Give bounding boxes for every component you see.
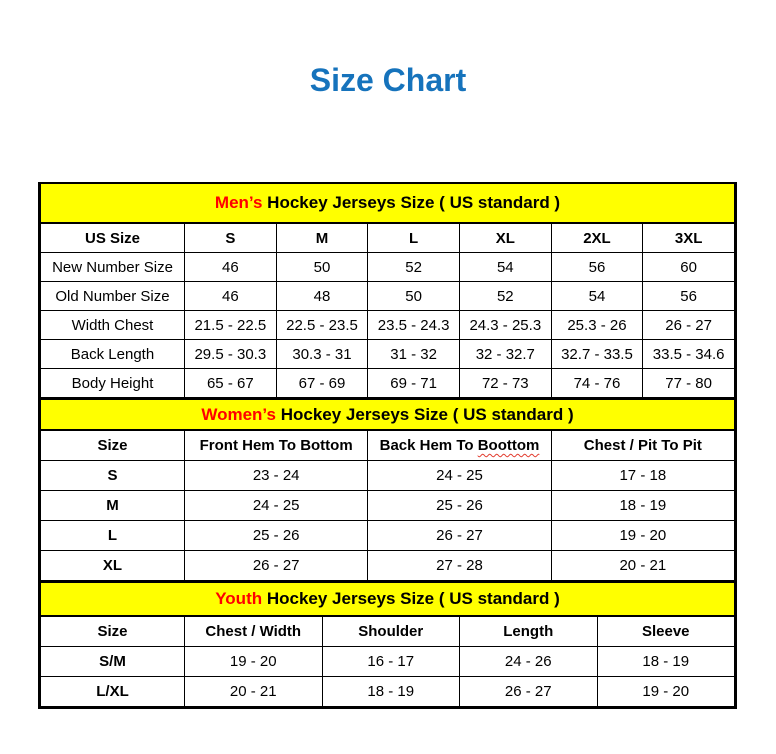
value-cell: 16 - 17 (322, 647, 460, 677)
table-row (41, 521, 735, 551)
column-header: Size (41, 616, 185, 647)
column-header (368, 430, 551, 461)
row-label: Body Height (41, 369, 185, 398)
value-cell: 20 - 21 (551, 551, 734, 581)
column-header: XL (459, 223, 551, 253)
column-header: L (368, 223, 460, 253)
value-cell: 17 - 18 (551, 461, 734, 491)
value-cell: 25.3 - 26 (551, 311, 643, 340)
column-header: Sleeve (597, 616, 735, 647)
table-row (41, 340, 735, 369)
value-cell: 18 - 19 (551, 491, 734, 521)
column-header: US Size (41, 223, 185, 253)
row-label: L (41, 521, 185, 551)
value-cell: 24.3 - 25.3 (459, 311, 551, 340)
table-row (41, 491, 735, 521)
value-cell: 27 - 28 (368, 551, 551, 581)
value-cell: 65 - 67 (185, 369, 277, 398)
value-cell: 26 - 27 (460, 677, 598, 707)
column-header: 3XL (643, 223, 735, 253)
value-cell: 24 - 26 (460, 647, 598, 677)
banner-text: Hockey Jerseys Size ( US standard ) (262, 193, 561, 212)
value-cell: 23.5 - 24.3 (368, 311, 460, 340)
size-chart-page (0, 62, 776, 700)
value-cell: 32 - 32.7 (459, 340, 551, 369)
value-cell: 18 - 19 (322, 677, 460, 707)
value-cell: 52 (368, 253, 460, 282)
row-label: New Number Size (41, 253, 185, 282)
value-cell: 25 - 26 (185, 521, 368, 551)
banner-highlight: Men’s (214, 193, 263, 212)
value-cell: 30.3 - 31 (276, 340, 368, 369)
table-row (41, 647, 735, 677)
value-cell: 72 - 73 (459, 369, 551, 398)
column-header: Front Hem To Bottom (185, 430, 368, 461)
mens-size-table (40, 184, 735, 398)
value-cell: 19 - 20 (185, 647, 323, 677)
page-title: Size Chart (309, 62, 467, 98)
mens-banner (41, 184, 735, 223)
table-row (41, 369, 735, 398)
value-cell: 20 - 21 (185, 677, 323, 707)
row-label: L/XL (41, 677, 185, 707)
column-header: Chest / Pit To Pit (551, 430, 734, 461)
value-cell: 31 - 32 (368, 340, 460, 369)
value-cell: 46 (185, 282, 277, 311)
value-cell: 19 - 20 (551, 521, 734, 551)
value-cell: 46 (185, 253, 277, 282)
value-cell: 24 - 25 (185, 491, 368, 521)
value-cell: 21.5 - 22.5 (185, 311, 277, 340)
table-row (41, 551, 735, 581)
row-label: XL (41, 551, 185, 581)
value-cell: 50 (368, 282, 460, 311)
value-cell: 54 (551, 282, 643, 311)
value-cell: 56 (643, 282, 735, 311)
value-cell: 52 (459, 282, 551, 311)
row-label: Width Chest (41, 311, 185, 340)
value-cell: 74 - 76 (551, 369, 643, 398)
value-cell: 26 - 27 (185, 551, 368, 581)
value-cell: 19 - 20 (597, 677, 735, 707)
column-header: Shoulder (322, 616, 460, 647)
table-row (41, 253, 735, 282)
value-cell: 48 (276, 282, 368, 311)
youth-banner (41, 582, 735, 616)
value-cell: 24 - 25 (368, 461, 551, 491)
value-cell: 33.5 - 34.6 (643, 340, 735, 369)
value-cell: 69 - 71 (368, 369, 460, 398)
column-header: Length (460, 616, 598, 647)
row-label: Old Number Size (41, 282, 185, 311)
row-label: M (41, 491, 185, 521)
banner-highlight: Youth (215, 589, 263, 608)
value-cell: 29.5 - 30.3 (185, 340, 277, 369)
column-header: M (276, 223, 368, 253)
table-row (41, 282, 735, 311)
banner-highlight: Women’s (201, 404, 276, 424)
table-row (41, 461, 735, 491)
row-label: Back Length (41, 340, 185, 369)
misspelled-word: Boottom (477, 437, 540, 454)
banner-text: Hockey Jerseys Size ( US standard ) (262, 589, 560, 608)
value-cell: 32.7 - 33.5 (551, 340, 643, 369)
value-cell: 50 (276, 253, 368, 282)
column-header: Chest / Width (185, 616, 323, 647)
value-cell: 60 (643, 253, 735, 282)
youth-size-table (40, 581, 735, 707)
value-cell: 56 (551, 253, 643, 282)
row-label: S/M (41, 647, 185, 677)
value-cell: 25 - 26 (368, 491, 551, 521)
row-label: S (41, 461, 185, 491)
value-cell: 26 - 27 (643, 311, 735, 340)
value-cell: 54 (459, 253, 551, 282)
womens-size-table (40, 398, 735, 581)
value-cell: 18 - 19 (597, 647, 735, 677)
column-header: 2XL (551, 223, 643, 253)
column-header-text: Back Hem To (379, 437, 478, 454)
value-cell: 22.5 - 23.5 (276, 311, 368, 340)
womens-banner (41, 399, 735, 430)
size-chart-tables (38, 182, 737, 709)
column-header: Size (41, 430, 185, 461)
column-header: S (185, 223, 277, 253)
value-cell: 26 - 27 (368, 521, 551, 551)
table-row (41, 311, 735, 340)
value-cell: 67 - 69 (276, 369, 368, 398)
value-cell: 23 - 24 (185, 461, 368, 491)
banner-text: Hockey Jerseys Size ( US standard ) (275, 404, 574, 424)
value-cell: 77 - 80 (643, 369, 735, 398)
